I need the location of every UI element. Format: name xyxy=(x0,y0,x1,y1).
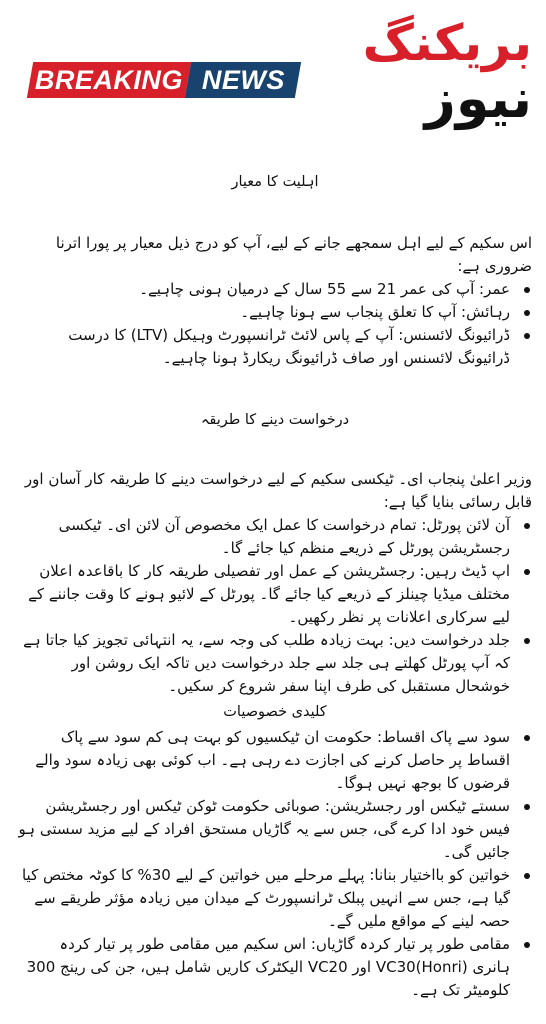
list-item: سود سے پاک اقساط: حکومت ان ٹیکسیوں کو بہت ہی کم سود سے پاک اقساط پر حاصل کرنے کی اجازت دے رہی ہے۔ اب کوئی بھی زیادہ سود والے قرضوں کا بوجھ نہیں ہوگا۔ xyxy=(18,726,510,795)
banner-breaking-box xyxy=(27,62,191,98)
eligibility-intro: اس سکیم کے لیے اہل سمجھے جانے کے لیے، آپ کو درج ذیل معیار پر پورا اترنا ضروری ہے: xyxy=(55,234,532,275)
breaking-news-header xyxy=(0,0,546,160)
banner-news-text: NEWS xyxy=(201,64,285,95)
article-body xyxy=(18,168,532,1002)
logo-line-1: بریکنگ xyxy=(362,14,532,72)
list-item: ڈرائیونگ لائسنس: آپ کے پاس لائٹ ٹرانسپورٹ وہیکل (LTV) کا درست ڈرائیونگ لائسنس اور صاف ڈرائیونگ ریکارڈ ہونا چاہیے۔ xyxy=(18,324,510,370)
application-list xyxy=(18,514,532,698)
breaking-news-banner xyxy=(27,62,301,98)
urdu-breaking-news-logo xyxy=(302,14,532,130)
list-item: رہائش: آپ کا تعلق پنجاب سے ہونا چاہیے۔ xyxy=(18,301,510,324)
list-item: عمر: آپ کی عمر 21 سے 55 سال کے درمیان ہونی چاہیے۔ xyxy=(18,278,510,301)
list-item: اپ ڈیٹ رہیں: رجسٹریشن کے عمل اور تفصیلی طریقہ کار کا باقاعدہ اعلان مختلف میڈیا چینلز کے ذریعے کیا جائے گا۔ پورٹل کے لائیو ہونے کا وقت جاننے کے لیے سرکاری اعلانات پر نظر رکھیں۔ xyxy=(18,560,510,629)
features-list xyxy=(18,726,532,1002)
logo-line-2: نیوز xyxy=(424,67,532,130)
eligibility-title: اہلیت کا معیار xyxy=(231,174,319,190)
eligibility-list xyxy=(18,278,532,370)
features-title: کلیدی خصوصیات xyxy=(223,704,327,720)
list-item: سستے ٹیکس اور رجسٹریشن: صوبائی حکومت ٹوکن ٹیکس اور رجسٹریشن فیس خود ادا کرے گی، جس سے یہ گاڑیاں مستحق افراد کے لیے مزید سستی ہو جائیں گی۔ xyxy=(18,795,510,864)
list-item: مقامی طور پر تیار کردہ گاڑیاں: اس سکیم میں مقامی طور پر تیار کردہ ہانری (VC30(Honri اور VC20 الیکٹرک کاریں شامل ہیں، جن کی رینج 300 کلومیٹر تک ہے۔ xyxy=(18,933,510,1002)
list-item: جلد درخواست دیں: بہت زیادہ طلب کی وجہ سے، یہ انتہائی تجویز کیا جاتا ہے کہ آپ پورٹل کھلتے ہی جلد سے جلد درخواست دیں تاکہ ایک روشن اور خوشحال مستقبل کی طرف اپنا سفر شروع کر سکیں۔ xyxy=(18,629,510,698)
list-item: آن لائن پورٹل: تمام درخواست کا عمل ایک مخصوص آن لائن ای۔ ٹیکسی رجسٹریشن پورٹل کے ذریعے منظم کیا جائے گا۔ xyxy=(18,514,510,560)
application-intro: وزیر اعلیٰ پنجاب ای۔ ٹیکسی سکیم کے لیے درخواست دینے کا طریقہ کار آسان اور قابل رسائی بنایا گیا ہے: xyxy=(24,470,532,511)
list-item: خواتین کو بااختیار بنانا: پہلے مرحلے میں خواتین کے لیے 30% کا کوٹہ مختص کیا گیا ہے، جس سے انہیں پبلک ٹرانسپورٹ کے میدان میں زیادہ مؤثر طریقے سے حصہ لینے کے مواقع ملیں گے۔ xyxy=(18,864,510,933)
application-title: درخواست دینے کا طریقہ xyxy=(200,412,350,428)
banner-breaking-text: BREAKING xyxy=(34,64,183,95)
banner-news-box xyxy=(185,62,301,98)
